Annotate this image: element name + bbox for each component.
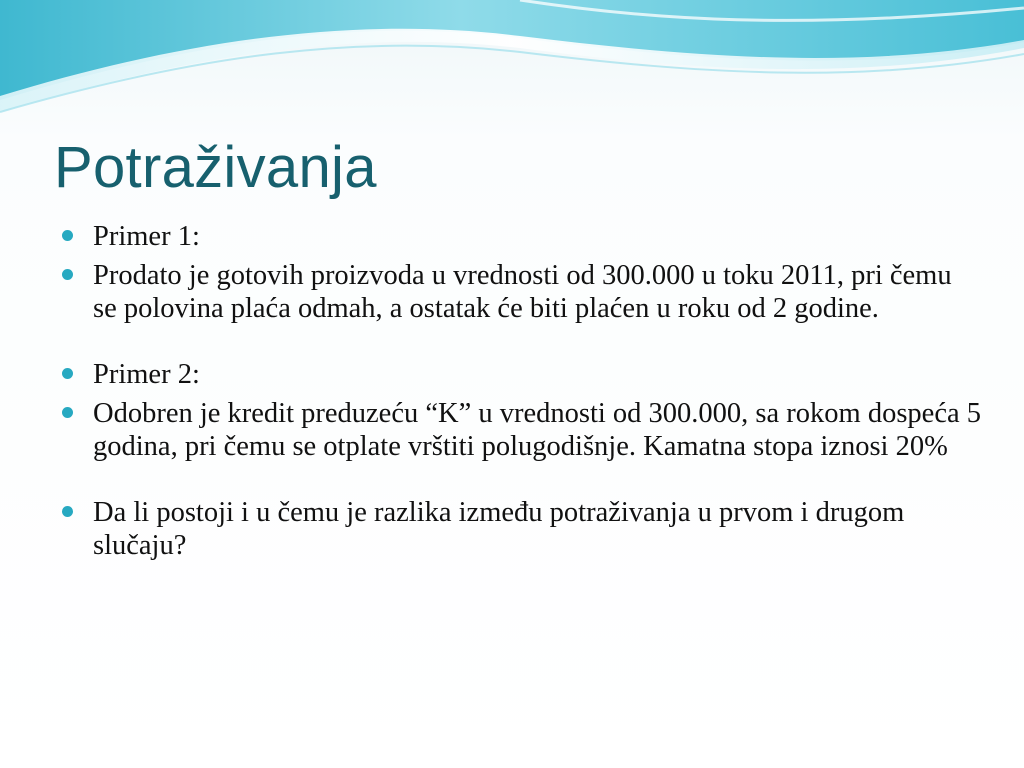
list-item — [62, 220, 982, 253]
bullet-icon — [62, 230, 73, 241]
bullet-icon — [62, 506, 73, 517]
bullet-list — [62, 220, 982, 568]
bullet-text: Odobren je kredit preduzeću “K” u vrednosti od 300.000, sa rokom dospeća 5 godina, pri čemu se otplate vrštiti polugodišnje. Kamatna stopa iznosi 20% — [93, 398, 981, 462]
list-item — [62, 496, 982, 562]
bullet-icon — [62, 269, 73, 280]
bullet-text: Da li postoji i u čemu je razlika između potraživanja u prvom i drugom slučaju? — [93, 497, 905, 561]
list-item — [62, 397, 982, 463]
bullet-text: Prodato je gotovih proizvoda u vrednosti od 300.000 u toku 2011, pri čemu se polovina plaća odmah, a ostatak će biti plaćen u roku od 2 godine. — [93, 260, 952, 324]
list-item — [62, 358, 982, 391]
wave-decoration — [0, 0, 1024, 130]
bullet-icon — [62, 407, 73, 418]
bullet-icon — [62, 368, 73, 379]
bullet-text: Primer 2: — [93, 359, 200, 390]
bullet-text: Primer 1: — [93, 221, 200, 252]
list-item — [62, 259, 982, 325]
slide-title: Potraživanja — [54, 135, 377, 200]
